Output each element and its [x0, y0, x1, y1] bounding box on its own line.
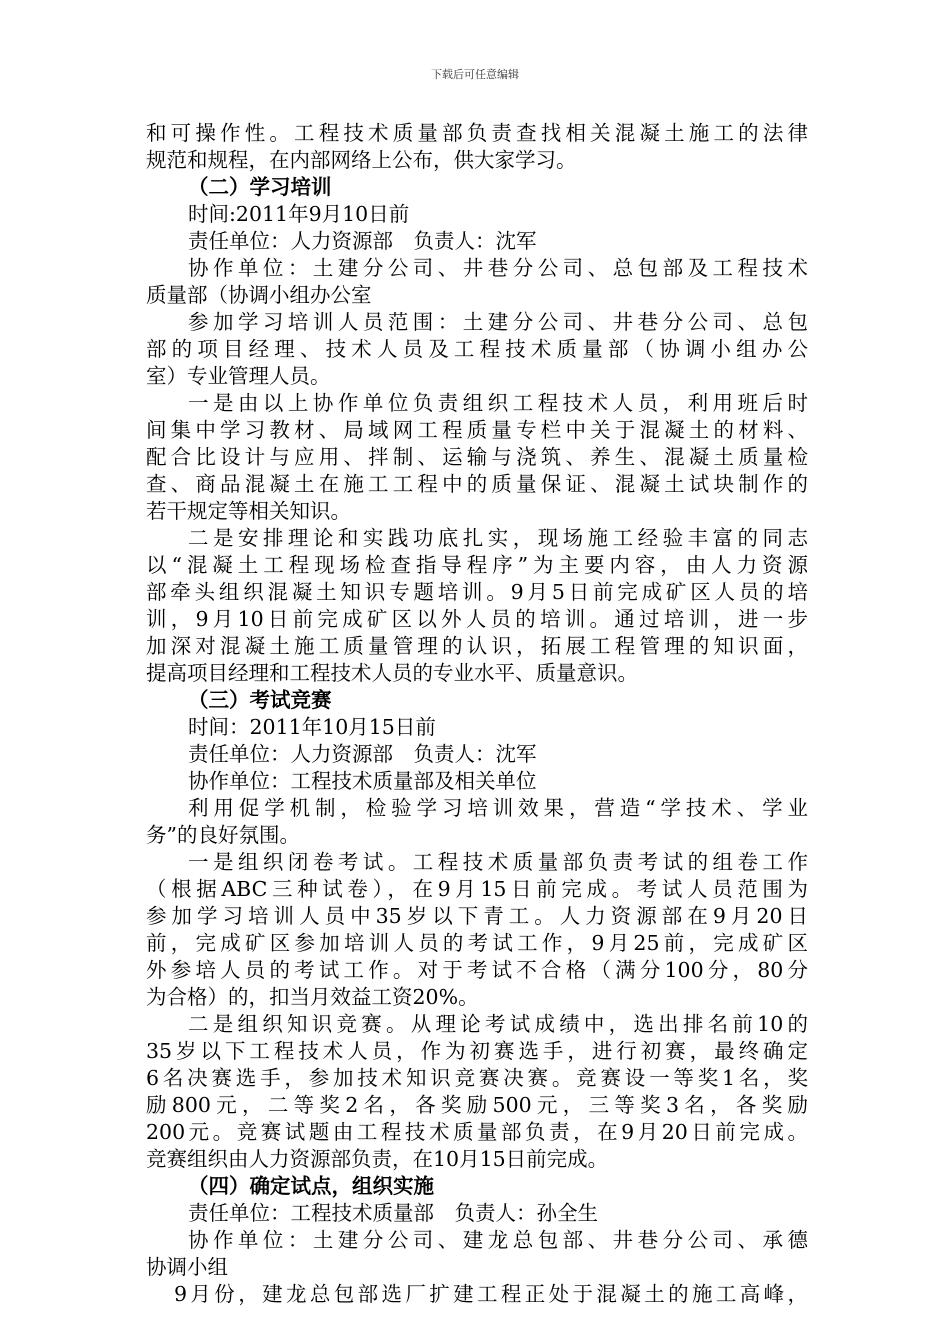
- paragraph-line: 质量部（协调小组办公室: [146, 283, 372, 307]
- paragraph-line: 200元。竞赛试题由工程技术质量部负责，在9月20日前完成。: [146, 1120, 808, 1144]
- paragraph-line: 时间：2011年10月15日前: [188, 715, 436, 739]
- paragraph-line: 35岁以下工程技术人员，作为初赛选手，进行初赛，最终确定: [146, 1039, 808, 1063]
- paragraph-line: 协作单位：土建分公司、建龙总包部、井巷分公司、承德: [188, 1228, 808, 1252]
- paragraph-line: 二是组织知识竞赛。从理论考试成绩中，选出排名前10的: [188, 1012, 808, 1036]
- paragraph-line: 协调小组: [146, 1255, 228, 1279]
- paragraph-line: 协作单位：土建分公司、井巷分公司、总包部及工程技术: [188, 256, 808, 280]
- paragraph-line: 配合比设计与应用、拌制、运输与浇筑、养生、混凝土质量检: [146, 445, 808, 469]
- paragraph-line: 提高项目经理和工程技术人员的专业水平、质量意识。: [146, 661, 638, 685]
- paragraph-line: 以“混凝土工程现场检查指导程序”为主要内容，由人力资源: [146, 553, 808, 577]
- paragraph-line: 二是安排理论和实践功底扎实，现场施工经验丰富的同志: [188, 526, 808, 550]
- paragraph-line: 协作单位：工程技术质量部及相关单位: [188, 769, 537, 793]
- paragraph-line: 部牵头组织混凝土知识专题培训。9月5日前完成矿区人员的培: [146, 580, 808, 604]
- paragraph-line: 外参培人员的考试工作。对于考试不合格（满分100分，80分: [146, 958, 808, 982]
- paragraph-line: 参加学习培训人员范围：土建分公司、井巷分公司、总包: [188, 310, 808, 334]
- paragraph-line: 时间:2011年9月10日前: [188, 202, 410, 226]
- paragraph-line: 利用促学机制，检验学习培训效果，营造“学技术、学业: [188, 796, 808, 820]
- paragraph-line: 一是组织闭卷考试。工程技术质量部负责考试的组卷工作: [188, 850, 808, 874]
- paragraph-line: 为合格）的，扣当月效益工资20%。: [146, 985, 479, 1009]
- paragraph-line: 若干规定等相关知识。: [146, 499, 351, 523]
- paragraph-line: 和可操作性。工程技术质量部负责查找相关混凝土施工的法律: [146, 121, 808, 145]
- section-heading: （三）考试竞赛: [188, 688, 332, 712]
- paragraph-line: 训，9月10日前完成矿区以外人员的培训。通过培训，进一步: [146, 607, 808, 631]
- paragraph-line: （根据ABC三种试卷），在9月15日前完成。考试人员范围为: [146, 877, 808, 901]
- paragraph-line: 一是由以上协作单位负责组织工程技术人员，利用班后时: [188, 391, 808, 415]
- paragraph-line: 竞赛组织由人力资源部负责，在10月15日前完成。: [146, 1147, 609, 1171]
- paragraph-line: 规范和规程，在内部网络上公布，供大家学习。: [146, 148, 577, 172]
- section-heading: （四）确定试点，组织实施: [188, 1174, 434, 1198]
- document-body: [146, 120, 808, 1308]
- paragraph-line: 责任单位：工程技术质量部 负责人：孙全生: [188, 1201, 598, 1225]
- paragraph-line: 责任单位：人力资源部 负责人：沈军: [188, 229, 537, 253]
- paragraph-line: 励800元，二等奖2名，各奖励500元，三等奖3名，各奖励: [146, 1093, 808, 1117]
- paragraph-line: 间集中学习教材、局域网工程质量专栏中关于混凝土的材料、: [146, 418, 808, 442]
- paragraph-line: 务”的良好氛围。: [146, 823, 300, 847]
- paragraph-line: 加深对混凝土施工质量管理的认识，拓展工程管理的知识面，: [146, 634, 808, 658]
- paragraph-line: 室）专业管理人员。: [146, 364, 331, 388]
- section-heading: （二）学习培训: [188, 175, 332, 199]
- paragraph-line: 6名决赛选手，参加技术知识竞赛决赛。竞赛设一等奖1名，奖: [146, 1066, 808, 1090]
- paragraph-line: 部的项目经理、技术人员及工程技术质量部（协调小组办公: [146, 337, 808, 361]
- paragraph-line: 查、商品混凝土在施工工程中的质量保证、混凝土试块制作的: [146, 472, 808, 496]
- page-header-note: 下载后可任意编辑: [431, 68, 519, 81]
- paragraph-line: 责任单位：人力资源部 负责人：沈军: [188, 742, 537, 766]
- paragraph-line: 前，完成矿区参加培训人员的考试工作，9月25前，完成矿区: [146, 931, 808, 955]
- paragraph-line: 参加学习培训人员中35岁以下青工。人力资源部在9月20日: [146, 904, 808, 928]
- paragraph-line: 9月份，建龙总包部选厂扩建工程正处于混凝土的施工高峰，: [174, 1282, 808, 1306]
